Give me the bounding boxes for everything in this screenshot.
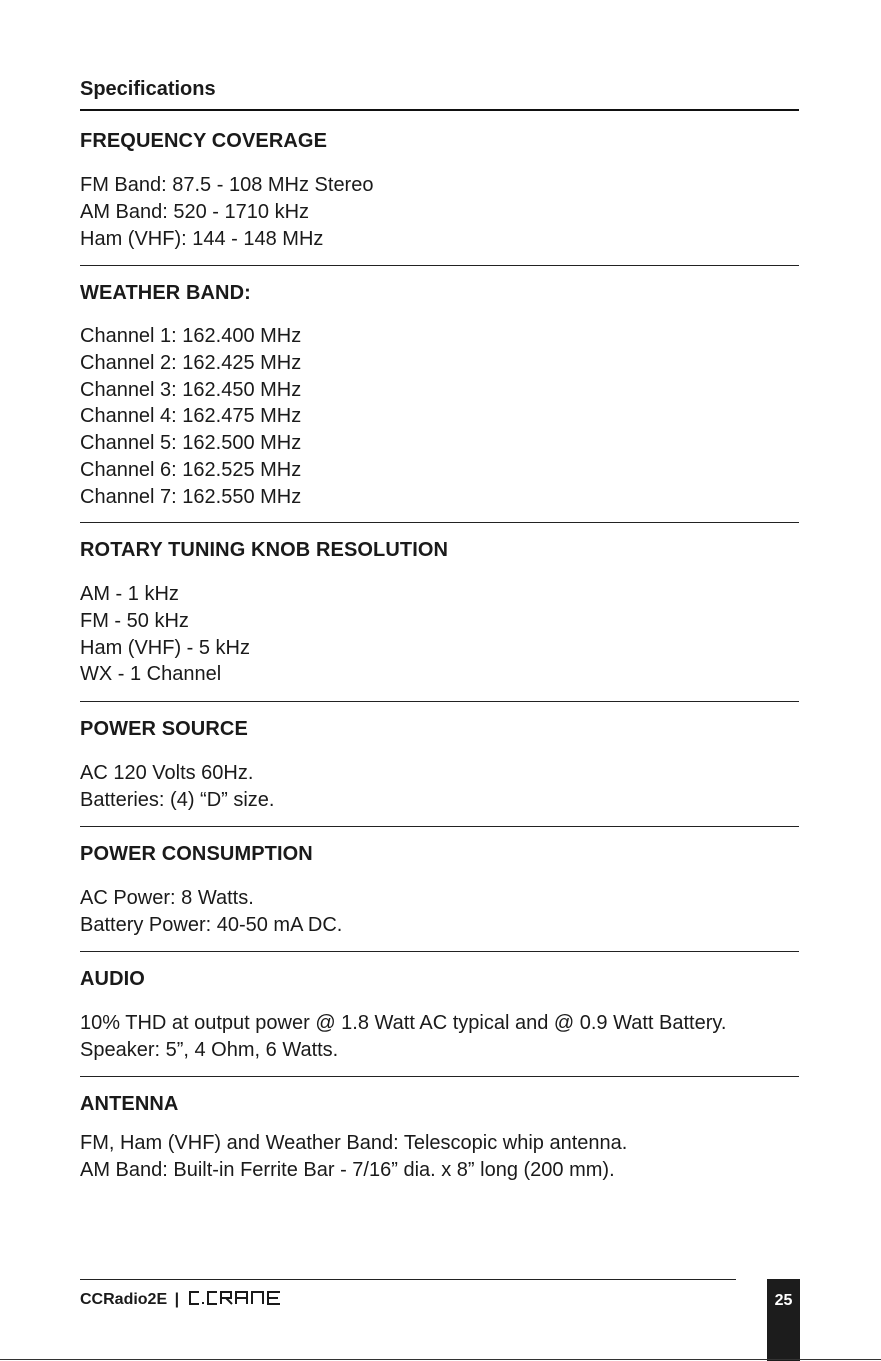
spec-line: Channel 6: 162.525 MHz xyxy=(80,458,302,481)
spec-line: AC 120 Volts 60Hz. xyxy=(80,762,254,784)
audio-list xyxy=(80,1010,726,1064)
spec-line: AM Band: Built-in Ferrite Bar - 7/16” dia. x 8” long (200 mm). xyxy=(80,1158,615,1181)
spec-line: Channel 4: 162.475 MHz xyxy=(80,405,302,428)
c-crane-logo xyxy=(187,1290,311,1306)
section-heading-power-source: POWER SOURCE xyxy=(80,718,248,740)
section-heading-weather-band: WEATHER BAND: xyxy=(80,282,251,304)
frequency-coverage-list xyxy=(80,172,373,252)
section-heading-audio: AUDIO xyxy=(80,968,145,990)
spec-line: Ham (VHF): 144 - 148 MHz xyxy=(80,227,324,250)
footer-rule xyxy=(80,1279,736,1280)
page-bottom-edge xyxy=(0,1359,881,1360)
spec-line: WX - 1 Channel xyxy=(80,663,222,686)
footer-brand xyxy=(80,1290,311,1309)
spec-line: Channel 5: 162.500 MHz xyxy=(80,432,302,455)
weather-band-list xyxy=(80,323,301,511)
spec-line: AM - 1 kHz xyxy=(80,583,179,605)
spec-line: AC Power: 8 Watts. xyxy=(80,887,254,909)
section-divider xyxy=(80,1076,799,1077)
spec-line: FM Band: 87.5 - 108 MHz Stereo xyxy=(80,174,374,196)
spec-line: Channel 1: 162.400 MHz xyxy=(80,325,302,347)
section-divider xyxy=(80,826,799,827)
rotary-tuning-list xyxy=(80,581,250,688)
section-heading-rotary-tuning: ROTARY TUNING KNOB RESOLUTION xyxy=(80,539,449,561)
spec-line: Channel 7: 162.550 MHz xyxy=(80,485,302,508)
page-title: Specifications xyxy=(80,78,216,100)
spec-line: 10% THD at output power @ 1.8 Watt AC typical and @ 0.9 Watt Battery. xyxy=(80,1012,727,1034)
page-number: 25 xyxy=(774,1292,793,1309)
section-divider xyxy=(80,701,799,702)
section-divider xyxy=(80,522,799,523)
power-source-list xyxy=(80,760,274,814)
title-rule xyxy=(80,109,799,111)
spec-line: Speaker: 5”, 4 Ohm, 6 Watts. xyxy=(80,1038,339,1061)
antenna-list xyxy=(80,1130,627,1184)
section-divider xyxy=(80,951,799,952)
power-consumption-list xyxy=(80,885,342,939)
section-heading-power-consumption: POWER CONSUMPTION xyxy=(80,843,313,865)
spec-line: FM - 50 kHz xyxy=(80,609,189,632)
spec-line: Batteries: (4) “D” size. xyxy=(80,788,275,811)
spec-line: Ham (VHF) - 5 kHz xyxy=(80,636,250,659)
footer-product-name: CCRadio2E xyxy=(80,1291,168,1308)
spec-line: FM, Ham (VHF) and Weather Band: Telescopic whip antenna. xyxy=(80,1132,628,1154)
spec-line: AM Band: 520 - 1710 kHz xyxy=(80,200,310,223)
footer-separator: | xyxy=(174,1291,180,1308)
spec-line: Battery Power: 40-50 mA DC. xyxy=(80,913,343,936)
section-heading-frequency-coverage: FREQUENCY COVERAGE xyxy=(80,130,328,152)
spec-line: Channel 3: 162.450 MHz xyxy=(80,378,302,401)
section-divider xyxy=(80,265,799,266)
section-heading-antenna: ANTENNA xyxy=(80,1093,179,1115)
spec-line: Channel 2: 162.425 MHz xyxy=(80,351,302,374)
